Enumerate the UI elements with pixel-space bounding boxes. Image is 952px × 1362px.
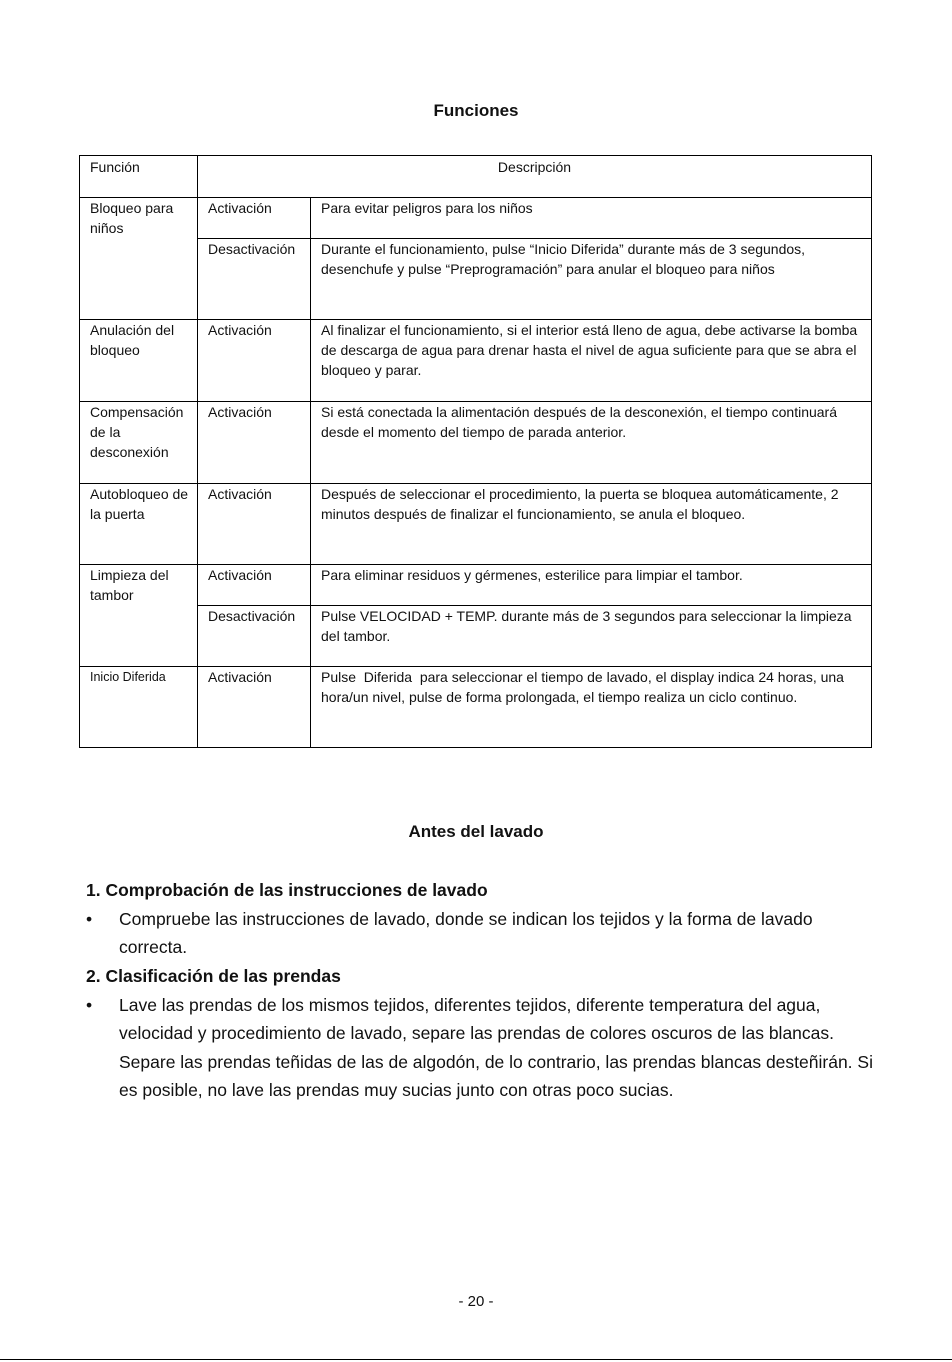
table-row <box>80 402 872 484</box>
step-garment-sorting <box>86 962 876 1105</box>
mode-cell: Desactivación <box>198 606 311 667</box>
function-cell: Anulación del bloqueo <box>80 320 198 402</box>
mode-cell: Desactivación <box>198 239 311 320</box>
description-cell: Si está conectada la alimentación después de la desconexión, el tiempo continuará desde el momento del tiempo de parada anterior. <box>311 402 872 484</box>
step-heading: 2. Clasificación de las prendas <box>86 966 341 986</box>
function-cell: Autobloqueo de la puerta <box>80 484 198 565</box>
function-cell: Bloqueo para niños <box>80 198 198 320</box>
header-description: Descripción <box>198 156 872 198</box>
mode-cell: Activación <box>198 402 311 484</box>
description-cell: Al finalizar el funcionamiento, si el interior está lleno de agua, debe activarse la bomba de descarga de agua para drenar hasta el nivel de agua suficiente para que se abra el bloqueo y parar. <box>311 320 872 402</box>
mode-cell: Activación <box>198 565 311 606</box>
table-row <box>80 667 872 748</box>
function-cell: Inicio Diferida <box>80 667 198 748</box>
description-cell: Para evitar peligros para los niños <box>311 198 872 239</box>
table-header-row <box>80 156 872 198</box>
description-cell: Durante el funcionamiento, pulse “Inicio Diferida” durante más de 3 segundos, desenchufe y pulse “Preprogramación” para anular el bloqueo para niños <box>311 239 872 320</box>
header-function: Función <box>80 156 198 198</box>
bottom-divider <box>0 1359 952 1360</box>
table-row <box>80 484 872 565</box>
mode-cell: Activación <box>198 198 311 239</box>
page-number: - 20 - <box>458 1293 494 1310</box>
bullet-text: Lave las prendas de los mismos tejidos, diferentes tejidos, diferente temperatura del agua, velocidad y procedimiento de lavado, separe las prendas de colores oscuros de las blancas. Separe las prendas teñidas de las de algodón, de lo contrario, las prendas blancas desteñirán. Si es posible, no lave las prendas muy sucias junto con otras poco sucias. <box>119 994 873 1100</box>
bullet-icon: • <box>86 908 93 929</box>
mode-cell: Activación <box>198 320 311 402</box>
mode-cell: Activación <box>198 484 311 565</box>
step-heading: 1. Comprobación de las instrucciones de lavado <box>86 880 488 900</box>
description-cell: Pulse VELOCIDAD + TEMP. durante más de 3 segundos para seleccionar la limpieza del tambor. <box>311 606 872 667</box>
table-row <box>80 198 872 239</box>
bullet-item <box>86 905 876 962</box>
bullet-text: Compruebe las instrucciones de lavado, donde se indican los tejidos y la forma de lavado correcta. <box>119 908 813 957</box>
step-washing-instructions <box>86 876 876 962</box>
function-cell: Limpieza del tambor <box>80 565 198 667</box>
section-title-funciones: Funciones <box>433 101 519 120</box>
description-cell: Para eliminar residuos y gérmenes, esterilice para limpiar el tambor. <box>311 565 872 606</box>
description-cell: Pulse Diferida para seleccionar el tiempo de lavado, el display indica 24 horas, una hora/un nivel, pulse de forma prolongada, el tiempo realiza un ciclo continuo. <box>311 667 872 748</box>
table-row <box>80 565 872 606</box>
functions-table <box>79 155 872 748</box>
function-cell: Compensación de la desconexión <box>80 402 198 484</box>
section-title-antes-del-lavado: Antes del lavado <box>408 822 544 841</box>
description-cell: Después de seleccionar el procedimiento, la puerta se bloquea automáticamente, 2 minutos después de finalizar el funcionamiento, se anula el bloqueo. <box>311 484 872 565</box>
bullet-icon: • <box>86 994 93 1015</box>
bullet-item <box>86 991 876 1105</box>
mode-cell: Activación <box>198 667 311 748</box>
table-row <box>80 606 872 667</box>
table-row <box>80 239 872 320</box>
table-row <box>80 320 872 402</box>
